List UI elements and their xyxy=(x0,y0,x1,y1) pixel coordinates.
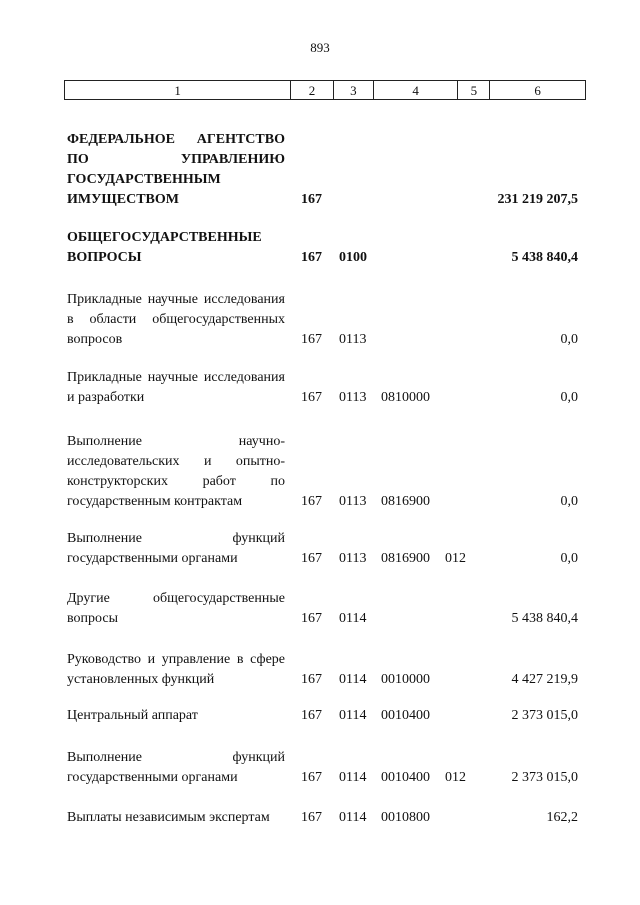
row-ved: 167 xyxy=(301,672,322,687)
row-cs: 0010400 xyxy=(381,708,430,723)
table-row xyxy=(0,589,640,629)
row-razd: 0114 xyxy=(339,770,367,785)
row-sum: 0,0 xyxy=(560,494,578,509)
row-cs: 0810000 xyxy=(381,390,430,405)
row-vr: 012 xyxy=(445,770,466,785)
row-name: Выплаты независимым экспертам xyxy=(67,810,270,825)
row-name: Выполнение функций государственными органами xyxy=(67,750,285,785)
table-row xyxy=(0,432,640,512)
row-razd: 0114 xyxy=(339,708,367,723)
row-name: ОБЩЕГОСУДАРСТВЕННЫЕ ВОПРОСЫ xyxy=(67,230,262,265)
row-cs: 0010800 xyxy=(381,810,430,825)
header-col-4: 4 xyxy=(374,81,459,99)
row-sum: 2 373 015,0 xyxy=(511,708,578,723)
row-ved: 167 xyxy=(301,494,322,509)
row-razd: 0113 xyxy=(339,332,367,347)
table-row xyxy=(0,748,640,788)
row-razd: 0113 xyxy=(339,390,367,405)
table-row xyxy=(0,290,640,350)
row-sum: 0,0 xyxy=(560,390,578,405)
row-cs: 0010400 xyxy=(381,770,430,785)
row-sum: 4 427 219,9 xyxy=(511,672,578,687)
row-name: Другие общегосударственные вопросы xyxy=(67,591,285,626)
header-col-6: 6 xyxy=(534,83,541,98)
table-row xyxy=(0,529,640,569)
row-razd: 0114 xyxy=(339,672,367,687)
table-row xyxy=(0,368,640,408)
header-col-5: 5 xyxy=(458,81,490,99)
row-name: Прикладные научные исследования в области общегосударственных вопросов xyxy=(67,292,285,347)
row-vr: 012 xyxy=(445,551,466,566)
row-sum: 2 373 015,0 xyxy=(511,770,578,785)
header-col-2: 2 xyxy=(291,81,334,99)
row-cs: 0010000 xyxy=(381,672,430,687)
row-sum: 162,2 xyxy=(546,810,578,825)
table-header xyxy=(64,80,586,100)
row-razd: 0113 xyxy=(339,494,367,509)
page-number: 893 xyxy=(310,40,330,55)
row-name: Выполнение функций государственными органами xyxy=(67,531,285,566)
row-ved: 167 xyxy=(301,250,322,265)
row-razd: 0113 xyxy=(339,551,367,566)
table-row xyxy=(0,808,640,828)
row-name: Прикладные научные исследования и разработки xyxy=(67,370,285,405)
row-ved: 167 xyxy=(301,611,322,626)
row-razd: 0114 xyxy=(339,611,367,626)
row-ved: 167 xyxy=(301,770,322,785)
row-sum: 0,0 xyxy=(560,332,578,347)
row-razd: 0114 xyxy=(339,810,367,825)
table-row-agency xyxy=(0,130,640,210)
header-col-3: 3 xyxy=(334,81,374,99)
row-sum: 5 438 840,4 xyxy=(511,611,578,626)
header-col-1: 1 xyxy=(65,81,291,99)
table-row-section xyxy=(0,228,640,268)
row-ved: 167 xyxy=(301,810,322,825)
row-ved: 167 xyxy=(301,390,322,405)
row-cs: 0816900 xyxy=(381,551,430,566)
row-name: Центральный аппарат xyxy=(67,708,198,723)
row-razd: 0100 xyxy=(339,250,367,265)
table-row xyxy=(0,706,640,726)
row-name: Руководство и управление в сфере установленных функций xyxy=(67,652,285,687)
row-ved: 167 xyxy=(301,551,322,566)
row-sum: 5 438 840,4 xyxy=(511,250,578,265)
row-sum: 231 219 207,5 xyxy=(497,192,578,207)
row-name: Выполнение научно-исследовательских и опытно-конструкторских работ по государственным контрактам xyxy=(67,434,285,509)
table-row xyxy=(0,650,640,690)
row-name: ФЕДЕРАЛЬНОЕ АГЕНТСТВО ПО УПРАВЛЕНИЮ ГОСУДАРСТВЕННЫМ ИМУЩЕСТВОМ xyxy=(67,132,285,207)
row-ved: 167 xyxy=(301,708,322,723)
row-sum: 0,0 xyxy=(560,551,578,566)
row-ved: 167 xyxy=(301,192,322,207)
row-cs: 0816900 xyxy=(381,494,430,509)
row-ved: 167 xyxy=(301,332,322,347)
